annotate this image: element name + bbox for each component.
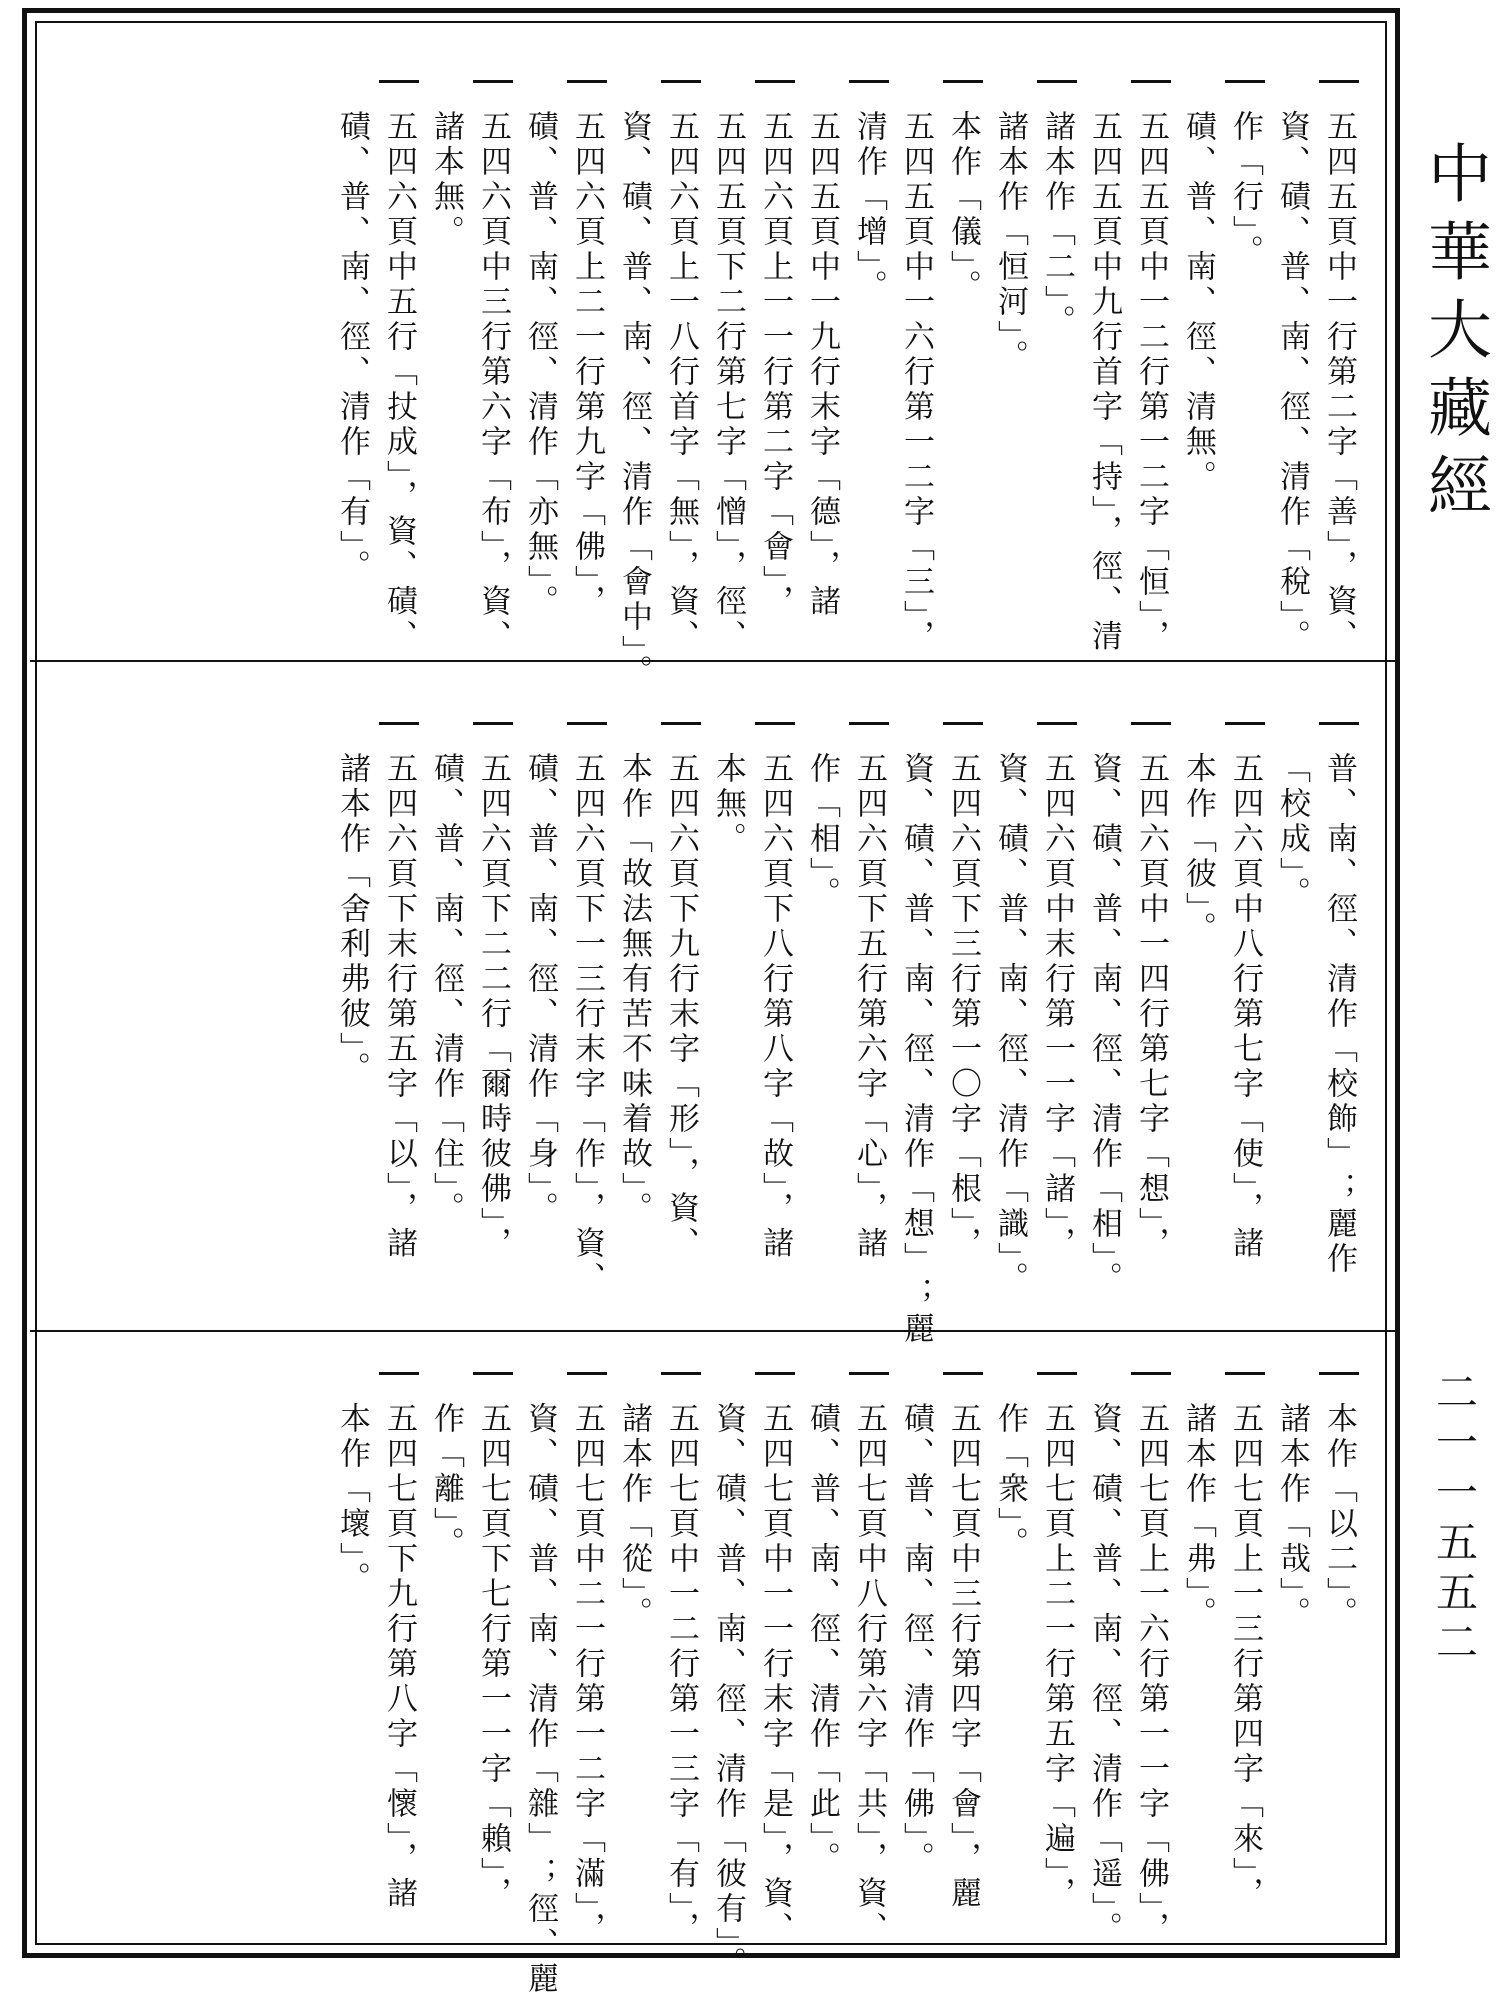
collation-note: 磧、普、南、徑、清作「身」。 — [522, 752, 558, 1227]
collation-note: 作「衆」。 — [992, 1402, 1028, 1562]
collation-note: 資、磧、普、南、徑、清作「會中」。 — [616, 110, 652, 690]
collation-entry: 五四七頁上一三行第四字「來」， — [1227, 1402, 1263, 1912]
collation-note: 「校成」。 — [1274, 752, 1310, 912]
collation-note: 五四五頁中一九行末字「德」，諸 — [804, 110, 840, 620]
collation-entry: 五四六頁下末行第五字「以」，諸 — [381, 752, 417, 1262]
collation-note: 磧、普、南、徑、清作「住」。 — [428, 752, 464, 1227]
collation-entry: 五四六頁上一一行第二字「會」， — [757, 110, 793, 620]
collation-note: 資、磧、普、南、徑、清作「相」。 — [1086, 752, 1122, 1297]
collation-entry: 五四六頁上一八行首字「無」，資、 — [663, 110, 699, 655]
entry-dash-marker — [849, 722, 889, 725]
entry-dash-marker — [567, 80, 607, 83]
collation-entry: 五四七頁上一六行第一一字「佛」， — [1133, 1402, 1169, 1947]
entry-dash-marker — [943, 1372, 983, 1375]
collation-entry: 五四六頁中八行第七字「使」，諸 — [1227, 752, 1263, 1262]
collation-note: 資、磧、普、南、徑、清作「彼有」。 — [710, 1402, 746, 1982]
collation-note: 磧、普、南、徑、清作「有」。 — [334, 110, 370, 585]
collation-entry: 五四七頁中八行第六字「共」，資、 — [851, 1402, 887, 1947]
collation-note: 五四五頁中九行首字「持」，徑、清 — [1086, 110, 1122, 655]
collation-note: 本作「彼」。 — [1180, 752, 1216, 947]
entry-dash-marker — [755, 80, 795, 83]
collation-note: 諸本作「弗」。 — [1180, 1402, 1216, 1632]
collation-note: 作「離」。 — [428, 1402, 464, 1562]
collation-note: 諸本作「恒河」。 — [992, 110, 1028, 375]
collation-entry: 五四六頁中末行第一一字「諸」， — [1039, 752, 1075, 1262]
collation-entry: 作「行」。 — [1227, 110, 1263, 270]
entry-dash-marker — [849, 80, 889, 83]
collation-entry: 本作「儀」。 — [945, 110, 981, 305]
collation-entry: 五四七頁中二一行第一二字「滿」， — [569, 1402, 605, 1947]
collation-entry: 五四六頁下八行第八字「故」，諸 — [757, 752, 793, 1262]
entry-dash-marker — [661, 1372, 701, 1375]
entry-dash-marker — [755, 722, 795, 725]
collation-entry: 五四六頁下五行第六字「心」，諸 — [851, 752, 887, 1262]
collation-note: 本無。 — [710, 752, 746, 857]
collation-note: 諸本作「哉」。 — [1274, 1402, 1310, 1632]
collation-note: 資、磧、普、南、徑、清作「識」。 — [992, 752, 1028, 1297]
entry-dash-marker — [943, 80, 983, 83]
band-divider — [30, 1330, 1398, 1332]
collation-note: 本作「壞」。 — [334, 1402, 370, 1597]
collation-entry: 五四七頁中一二行第一三字「有」， — [663, 1402, 699, 1947]
entry-dash-marker — [661, 80, 701, 83]
collation-note: 本作「故法無有苦不味着故」。 — [616, 752, 652, 1227]
collation-entry: 五四六頁中三行第六字「布」，資、 — [475, 110, 511, 655]
collation-entry: 五四六頁中一四行第七字「想」， — [1133, 752, 1169, 1262]
collation-entry: 五四六頁中五行「扙成」，資、磧、 — [381, 110, 417, 655]
collation-note: 磧、普、南、徑、清作「佛」。 — [898, 1402, 934, 1877]
collation-note: 磧、普、南、徑、清作「亦無」。 — [522, 110, 558, 620]
entry-dash-marker — [379, 80, 419, 83]
entry-dash-marker — [1319, 1372, 1359, 1375]
collation-note: 磧、普、南、徑、清作「此」。 — [804, 1402, 840, 1877]
entry-dash-marker — [755, 1372, 795, 1375]
sutra-collection-title: 中華大藏經 — [1417, 140, 1491, 530]
collation-entry: 本作「以二」。 — [1321, 1402, 1357, 1632]
entry-dash-marker — [1131, 80, 1171, 83]
text-band-top — [40, 58, 1390, 690]
collation-entry: 五四七頁中一一行末字「是」，資、 — [757, 1402, 793, 1947]
entry-dash-marker — [473, 1372, 513, 1375]
collation-note: 五四五頁下二行第七字「憎」，徑、 — [710, 110, 746, 655]
collation-entry: 五四六頁下三行第一〇字「根」， — [945, 752, 981, 1262]
entry-dash-marker — [1319, 80, 1359, 83]
entry-dash-marker — [473, 80, 513, 83]
entry-dash-marker — [1225, 1372, 1265, 1375]
collation-entry: 五四七頁中三行第四字「會」，麗 — [945, 1402, 981, 1912]
collation-entry: 諸本作「二」。 — [1039, 110, 1075, 340]
collation-note: 資、磧、普、南、清作「雜」；徑、麗 — [522, 1402, 558, 1997]
collation-entry: 清作「增」。 — [851, 110, 887, 305]
text-band-middle — [40, 700, 1390, 1347]
collation-entry: 普、南、徑、清作「校飾」；麗作 — [1321, 752, 1357, 1277]
entry-dash-marker — [943, 722, 983, 725]
collation-note: 資、磧、普、南、徑、清作「稅」。 — [1274, 110, 1310, 655]
entry-dash-marker — [661, 722, 701, 725]
collation-note: 資、磧、普、南、徑、清作「想」；麗 — [898, 752, 934, 1347]
collation-note: 諸本無。 — [428, 110, 464, 250]
entry-dash-marker — [1131, 1372, 1171, 1375]
entry-dash-marker — [1037, 80, 1077, 83]
entry-dash-marker — [849, 1372, 889, 1375]
entry-dash-marker — [1037, 1372, 1077, 1375]
collation-note: 五四五頁中一六行第一二字「三」， — [898, 110, 934, 655]
collation-entry: 五四七頁下九行第八字「懷」，諸 — [381, 1402, 417, 1912]
entry-dash-marker — [1319, 722, 1359, 725]
entry-dash-marker — [1037, 722, 1077, 725]
collation-entry: 五四六頁下一三行末字「作」，資、 — [569, 752, 605, 1297]
collation-entry: 五四六頁上二一行第九字「佛」， — [569, 110, 605, 620]
entry-dash-marker — [567, 1372, 607, 1375]
collation-note: 諸本作「舍利弗彼」。 — [334, 752, 370, 1087]
page-number: 二一一五五二 — [1430, 1370, 1479, 1670]
collation-entry: 五四五頁中一二行第一二字「恒」， — [1133, 110, 1169, 655]
collation-note: 磧、普、南、徑、清無。 — [1180, 110, 1216, 495]
entry-dash-marker — [1225, 80, 1265, 83]
collation-note: 諸本作「從」。 — [616, 1402, 652, 1632]
entry-dash-marker — [567, 722, 607, 725]
collation-note: 資、磧、普、南、徑、清作「遥」。 — [1086, 1402, 1122, 1947]
entry-dash-marker — [379, 722, 419, 725]
text-band-bottom — [40, 1350, 1390, 1997]
entry-dash-marker — [1131, 722, 1171, 725]
collation-entry: 五四五頁中一行第二字「善」，資、 — [1321, 110, 1357, 655]
band-divider — [30, 660, 1398, 662]
entry-dash-marker — [473, 722, 513, 725]
entry-dash-marker — [379, 1372, 419, 1375]
entry-dash-marker — [1225, 722, 1265, 725]
collation-entry: 五四六頁下九行末字「形」，資、 — [663, 752, 699, 1262]
collation-entry: 五四六頁下二二行「爾時彼佛」， — [475, 752, 511, 1262]
collation-entry: 五四七頁下七行第一一字「賴」， — [475, 1402, 511, 1912]
collation-note: 作「相」。 — [804, 752, 840, 912]
collation-entry: 五四七頁上二一行第五字「遍」， — [1039, 1402, 1075, 1912]
